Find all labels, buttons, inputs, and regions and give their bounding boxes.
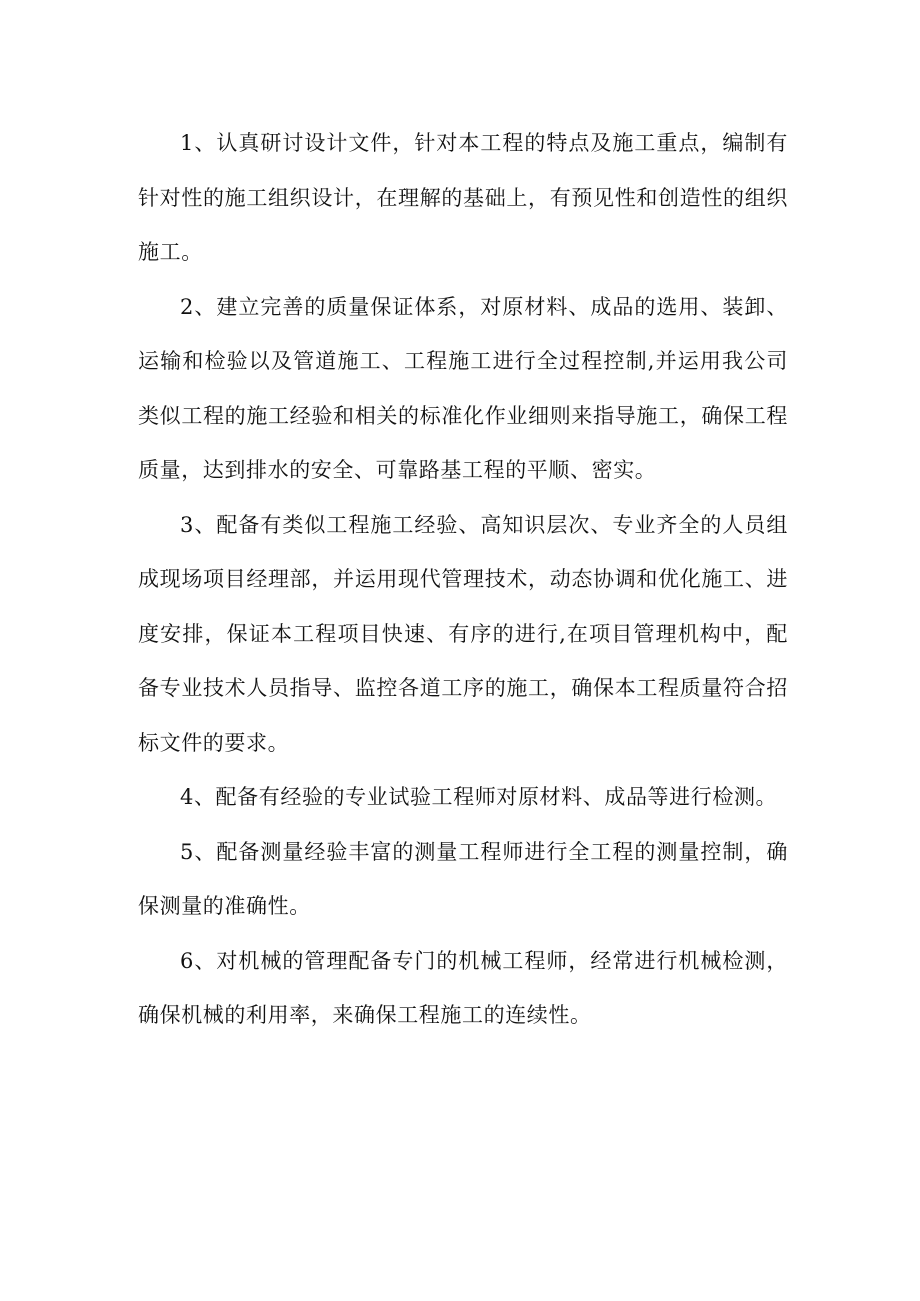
paragraph-5: 5、配备测量经验丰富的测量工程师进行全工程的测量控制，确保测量的准确性。 xyxy=(138,839,788,918)
paragraph-1: 1、认真研讨设计文件，针对本工程的特点及施工重点，编制有针对性的施工组织设计，在理解的基础上，有预见性和创造性的组织施工。 xyxy=(138,131,788,264)
paragraph-6: 6、对机械的管理配备专门的机械工程师，经常进行机械检测，确保机械的利用率，来确保工程施工的连续性。 xyxy=(138,948,788,1027)
paragraph-3: 3、配备有类似工程施工经验、高知识层次、专业齐全的人员组成现场项目经理部，并运用现代管理技术，动态协调和优化施工、进度安排，保证本工程项目快速、有序的进行,在项目管理机构中，配备专业技术人员指导、监控各道工序的施工，确保本工程质量符合招标文件的要求。 xyxy=(138,512,788,755)
paragraph-2: 2、建立完善的质量保证体系，对原材料、成品的选用、装卸、运输和检验以及管道施工、工程施工进行全过程控制,并运用我公司类似工程的施工经验和相关的标准化作业细则来指导施工，确保工程质量，达到排水的安全、可靠路基工程的平顺、密实。 xyxy=(138,294,788,482)
paragraph-4: 4、配备有经验的专业试验工程师对原材料、成品等进行检测。 xyxy=(180,785,778,809)
document-body xyxy=(138,116,788,1043)
